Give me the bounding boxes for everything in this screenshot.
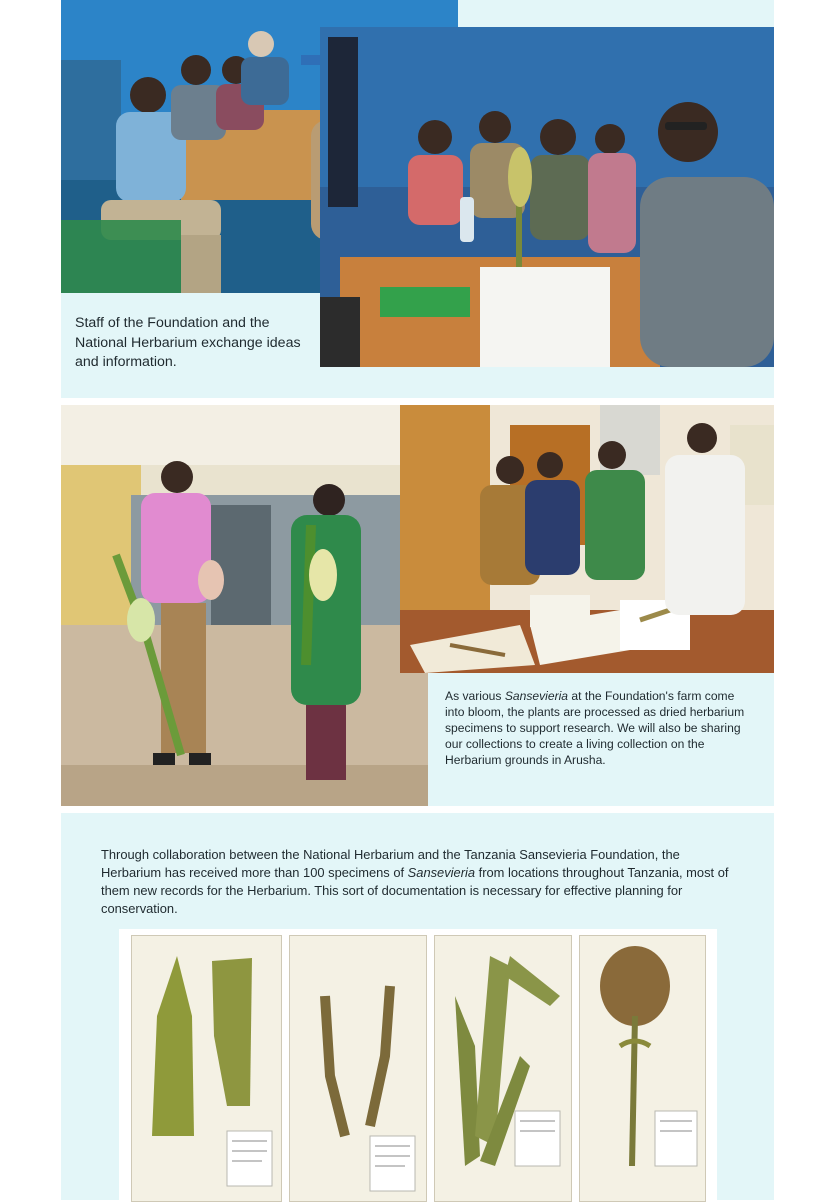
herbarium-sheets-gallery [119, 929, 717, 1200]
collaboration-text-start: Through collaboration between the National Herbarium and the Tanzania Sansevieria Foundation, the Herbarium has received more than 100 specimens of [101, 847, 680, 880]
herbarium-sheet-flower-spike [579, 935, 706, 1202]
herbarium-sheet-leaves [131, 935, 282, 1202]
herbarium-sheet-inflorescence [289, 935, 427, 1202]
caption-blooming-genus: Sansevieria [504, 689, 569, 703]
caption-blooming-end: at the Foundation's farm come into bloom, the plants are processed as dried herbarium specimens to support research. We will also be sharing our collections to create a living collection on the Herbarium grounds in Arusha. [445, 689, 745, 767]
photo-lab-specimens [400, 405, 774, 673]
caption-staff-meeting: Staff of the Foundation and the National Herbarium exchange ideas and information. [75, 315, 301, 370]
collaboration-text-genus: Sansevieria [407, 865, 476, 880]
collaboration-paragraph [101, 846, 741, 918]
photo-staff-holding-plants [61, 405, 428, 806]
panel-collaboration [61, 813, 774, 1200]
caption-blooming-specimens [445, 688, 755, 768]
herbarium-sheet-leaf-blades [434, 935, 572, 1202]
panel-blooming-specimens [61, 405, 774, 806]
photo-specimen-review [320, 27, 774, 367]
caption-blooming-start: As various [445, 689, 505, 703]
panel-staff-meeting [61, 0, 774, 398]
collaboration-text-end: from locations throughout Tanzania, most of them new records for the Herbarium. This sort of documentation is necessary for effective planning for conservation. [101, 865, 729, 916]
